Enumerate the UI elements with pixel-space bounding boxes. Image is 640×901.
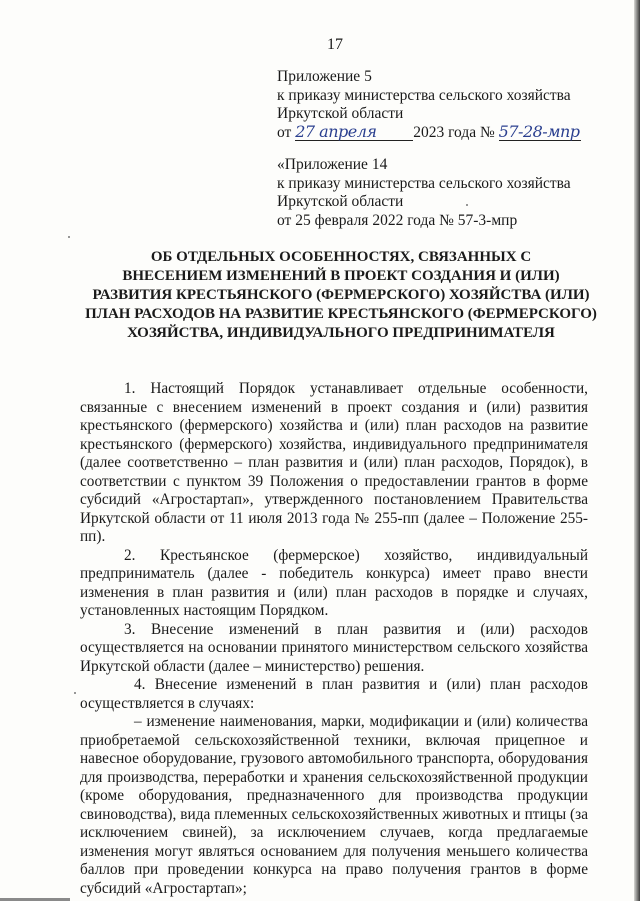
title-line: ХОЗЯЙСТВА, ИНДИВИДУАЛЬНОГО ПРЕДПРИНИМАТЕЛЯ	[127, 325, 555, 341]
title-line: ПЛАН РАСХОДОВ НА РАЗВИТИЕ КРЕСТЬЯНСКОГО (ФЕРМЕРСКОГО)	[85, 306, 597, 322]
title-line: ВНЕСЕНИЕМ ИЗМЕНЕНИЙ В ПРОЕКТ СОЗДАНИЯ И (ИЛИ)	[122, 268, 560, 284]
date-prefix: от	[277, 123, 292, 141]
document-body	[80, 380, 588, 898]
handwritten-number: 57-28-мпр	[498, 121, 580, 141]
scan-speck	[74, 692, 76, 694]
scan-right-edge	[634, 0, 640, 901]
scan-speck	[68, 236, 70, 238]
document-title	[80, 248, 602, 343]
annex-14-order-line: к приказу министерства сельского хозяйства	[277, 174, 571, 192]
annex-14-date-line: от 25 февраля 2022 года № 57-3-мпр	[277, 211, 518, 229]
annex-14-header	[277, 156, 571, 230]
title-line: ОБ ОТДЕЛЬНЫХ ОСОБЕННОСТЯХ, СВЯЗАННЫХ С	[150, 249, 532, 265]
number-sign: №	[480, 123, 495, 141]
paragraph-1: 1. Настоящий Порядок устанавливает отдельные особенности, связанные с внесением изменений в проект создания и (или) развития крестьянского (фермерского) хозяйства и (или) план расходов на развитие крестьянского (фермерского) хозяйства, индивидуального предпринимателя (далее соответственно – план развития и (или) план расходов, Порядок), в соответствии с пунктом 39 Положения о предоставлении грантов в форме субсидий «Агростартап», утвержденного постановлением Правительства Иркутской области от 11 июля 2013 года № 255-пп (далее – Положение 255-пп).	[80, 380, 588, 545]
annex-5-title: Приложение 5	[277, 68, 372, 85]
page-number: 17	[327, 36, 343, 53]
paragraph-3: 3. Внесение изменений в план развития и (или) расходов осуществляется на основании принятого министерством сельского хозяйства Иркутской области (далее – министерство) решения.	[80, 620, 588, 675]
annex-5-date-line	[277, 121, 581, 143]
annex-14-title: «Приложение 14	[277, 156, 388, 173]
paragraph-5: – изменение наименования, марки, модификации и (или) количества приобретаемой сельскохозяйственной техники, включая прицепное и навесное оборудование, грузового автомобильного транспорта, оборудования для производства, переработки и хранения сельскохозяйственной продукции (кроме оборудования, предназначенного для производства продукции свиноводства), вида племенных сельскохозяйственных животных и птицы (за исключением свиней), за исключением случаев, когда предлагаемые изменения могут являться основанием для получения меньшего количества баллов при проведении конкурса на право получения грантов в форме субсидий «Агростартап»;	[80, 713, 588, 897]
annex-5-header	[277, 68, 581, 142]
paragraph-4: 4. Внесение изменений в план развития и (или) план расходов осуществляется в случаях:	[80, 676, 588, 712]
paragraph-2: 2. Крестьянское (фермерское) хозяйство, индивидуальный предприниматель (далее - победитель конкурса) имеет право внести изменения в план развития и (или) план расходов в порядке и случаях, установленных настоящим Порядком.	[80, 546, 588, 619]
scan-speck	[466, 204, 468, 206]
annex-5-region-line: Иркутской области	[277, 105, 404, 122]
date-year: 2023 года	[413, 123, 477, 141]
annex-5-order-line: к приказу министерства сельского хозяйства	[277, 86, 571, 104]
handwritten-date: 27 апреля	[295, 124, 413, 141]
annex-14-region-line: Иркутской области	[277, 193, 404, 210]
title-line: РАЗВИТИЯ КРЕСТЬЯНСКОГО (ФЕРМЕРСКОГО) ХОЗЯЙСТВА (ИЛИ)	[92, 287, 590, 303]
